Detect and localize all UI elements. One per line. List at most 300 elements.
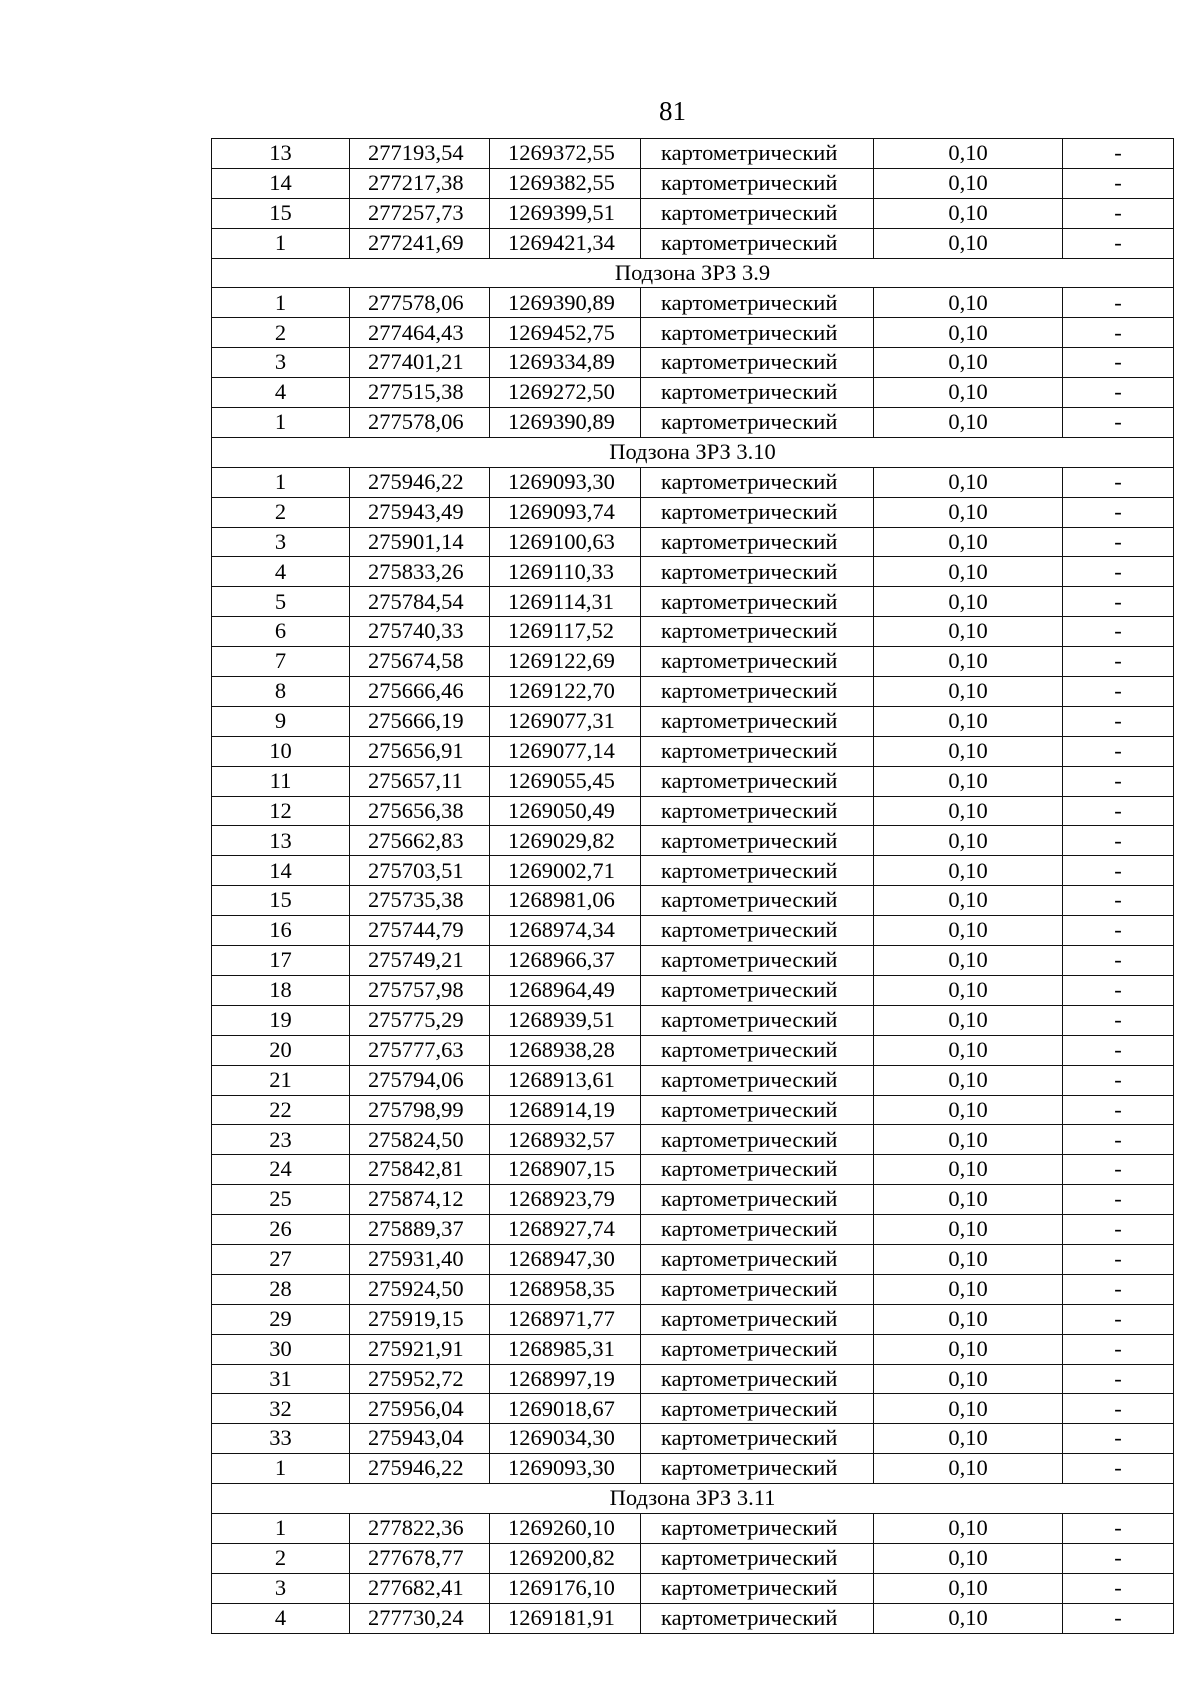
y-coordinate-cell: 1268958,35 xyxy=(490,1274,641,1304)
y-coordinate-cell: 1269272,50 xyxy=(490,378,641,408)
x-coordinate-cell: 277578,06 xyxy=(350,408,490,438)
note-cell: - xyxy=(1063,1364,1174,1394)
x-coordinate-cell: 277515,38 xyxy=(350,378,490,408)
point-number-cell: 11 xyxy=(212,766,350,796)
y-coordinate-cell: 1269334,89 xyxy=(490,348,641,378)
note-cell: - xyxy=(1063,1035,1174,1065)
note-cell: - xyxy=(1063,587,1174,617)
table-row xyxy=(212,1035,1174,1065)
table-row xyxy=(212,527,1174,557)
table-row xyxy=(212,1304,1174,1334)
y-coordinate-cell: 1269200,82 xyxy=(490,1543,641,1573)
point-number-cell: 28 xyxy=(212,1274,350,1304)
point-number-cell: 4 xyxy=(212,557,350,587)
x-coordinate-cell: 275656,91 xyxy=(350,736,490,766)
accuracy-cell: 0,10 xyxy=(874,975,1063,1005)
note-cell: - xyxy=(1063,766,1174,796)
x-coordinate-cell: 275784,54 xyxy=(350,587,490,617)
x-coordinate-cell: 275946,22 xyxy=(350,1454,490,1484)
method-cell: картометрический xyxy=(641,946,874,976)
table-row xyxy=(212,1244,1174,1274)
y-coordinate-cell: 1268997,19 xyxy=(490,1364,641,1394)
accuracy-cell: 0,10 xyxy=(874,1543,1063,1573)
x-coordinate-cell: 277578,06 xyxy=(350,288,490,318)
point-number-cell: 15 xyxy=(212,198,350,228)
note-cell: - xyxy=(1063,647,1174,677)
table-row xyxy=(212,497,1174,527)
section-title: Подзона ЗРЗ 3.9 xyxy=(212,258,1174,288)
y-coordinate-cell: 1268971,77 xyxy=(490,1304,641,1334)
point-number-cell: 5 xyxy=(212,587,350,617)
note-cell: - xyxy=(1063,1125,1174,1155)
point-number-cell: 13 xyxy=(212,139,350,169)
accuracy-cell: 0,10 xyxy=(874,497,1063,527)
note-cell: - xyxy=(1063,1394,1174,1424)
table-row xyxy=(212,1543,1174,1573)
y-coordinate-cell: 1268932,57 xyxy=(490,1125,641,1155)
note-cell: - xyxy=(1063,946,1174,976)
y-coordinate-cell: 1268947,30 xyxy=(490,1244,641,1274)
page-number: 81 xyxy=(659,96,686,126)
accuracy-cell: 0,10 xyxy=(874,1185,1063,1215)
point-number-cell: 20 xyxy=(212,1035,350,1065)
table-row xyxy=(212,1274,1174,1304)
method-cell: картометрический xyxy=(641,975,874,1005)
x-coordinate-cell: 275943,04 xyxy=(350,1424,490,1454)
y-coordinate-cell: 1268966,37 xyxy=(490,946,641,976)
point-number-cell: 29 xyxy=(212,1304,350,1334)
x-coordinate-cell: 275666,19 xyxy=(350,706,490,736)
method-cell: картометрический xyxy=(641,1394,874,1424)
x-coordinate-cell: 277257,73 xyxy=(350,198,490,228)
note-cell: - xyxy=(1063,348,1174,378)
table-row xyxy=(212,856,1174,886)
table-row xyxy=(212,1364,1174,1394)
note-cell: - xyxy=(1063,1603,1174,1633)
y-coordinate-cell: 1269100,63 xyxy=(490,527,641,557)
accuracy-cell: 0,10 xyxy=(874,1364,1063,1394)
accuracy-cell: 0,10 xyxy=(874,1005,1063,1035)
x-coordinate-cell: 277464,43 xyxy=(350,318,490,348)
accuracy-cell: 0,10 xyxy=(874,1334,1063,1364)
method-cell: картометрический xyxy=(641,916,874,946)
y-coordinate-cell: 1269055,45 xyxy=(490,766,641,796)
y-coordinate-cell: 1269372,55 xyxy=(490,139,641,169)
method-cell: картометрический xyxy=(641,168,874,198)
table-row xyxy=(212,348,1174,378)
table-row xyxy=(212,1603,1174,1633)
y-coordinate-cell: 1268981,06 xyxy=(490,886,641,916)
accuracy-cell: 0,10 xyxy=(874,617,1063,647)
section-header-row xyxy=(212,258,1174,288)
note-cell: - xyxy=(1063,826,1174,856)
table-row xyxy=(212,1334,1174,1364)
note-cell: - xyxy=(1063,1215,1174,1245)
point-number-cell: 1 xyxy=(212,228,350,258)
accuracy-cell: 0,10 xyxy=(874,1095,1063,1125)
method-cell: картометрический xyxy=(641,1513,874,1543)
accuracy-cell: 0,10 xyxy=(874,198,1063,228)
method-cell: картометрический xyxy=(641,139,874,169)
y-coordinate-cell: 1268939,51 xyxy=(490,1005,641,1035)
table-row xyxy=(212,378,1174,408)
note-cell: - xyxy=(1063,916,1174,946)
point-number-cell: 31 xyxy=(212,1364,350,1394)
y-coordinate-cell: 1269421,34 xyxy=(490,228,641,258)
method-cell: картометрический xyxy=(641,408,874,438)
accuracy-cell: 0,10 xyxy=(874,1065,1063,1095)
table-row xyxy=(212,168,1174,198)
y-coordinate-cell: 1269122,70 xyxy=(490,677,641,707)
method-cell: картометрический xyxy=(641,1065,874,1095)
x-coordinate-cell: 275703,51 xyxy=(350,856,490,886)
accuracy-cell: 0,10 xyxy=(874,228,1063,258)
accuracy-cell: 0,10 xyxy=(874,288,1063,318)
y-coordinate-cell: 1269452,75 xyxy=(490,318,641,348)
table-row xyxy=(212,1005,1174,1035)
method-cell: картометрический xyxy=(641,1005,874,1035)
table-row xyxy=(212,1394,1174,1424)
y-coordinate-cell: 1269093,74 xyxy=(490,497,641,527)
note-cell: - xyxy=(1063,796,1174,826)
accuracy-cell: 0,10 xyxy=(874,796,1063,826)
note-cell: - xyxy=(1063,1573,1174,1603)
note-cell: - xyxy=(1063,168,1174,198)
y-coordinate-cell: 1268974,34 xyxy=(490,916,641,946)
table-row xyxy=(212,647,1174,677)
point-number-cell: 2 xyxy=(212,1543,350,1573)
method-cell: картометрический xyxy=(641,736,874,766)
point-number-cell: 26 xyxy=(212,1215,350,1245)
method-cell: картометрический xyxy=(641,1304,874,1334)
x-coordinate-cell: 275842,81 xyxy=(350,1155,490,1185)
x-coordinate-cell: 275749,21 xyxy=(350,946,490,976)
x-coordinate-cell: 275943,49 xyxy=(350,497,490,527)
point-number-cell: 14 xyxy=(212,856,350,886)
table-row xyxy=(212,796,1174,826)
accuracy-cell: 0,10 xyxy=(874,1244,1063,1274)
accuracy-cell: 0,10 xyxy=(874,1215,1063,1245)
note-cell: - xyxy=(1063,1244,1174,1274)
point-number-cell: 1 xyxy=(212,408,350,438)
note-cell: - xyxy=(1063,736,1174,766)
table-row xyxy=(212,975,1174,1005)
method-cell: картометрический xyxy=(641,467,874,497)
note-cell: - xyxy=(1063,1513,1174,1543)
x-coordinate-cell: 277401,21 xyxy=(350,348,490,378)
method-cell: картометрический xyxy=(641,886,874,916)
x-coordinate-cell: 277822,36 xyxy=(350,1513,490,1543)
method-cell: картометрический xyxy=(641,706,874,736)
y-coordinate-cell: 1268964,49 xyxy=(490,975,641,1005)
method-cell: картометрический xyxy=(641,766,874,796)
note-cell: - xyxy=(1063,497,1174,527)
x-coordinate-cell: 275931,40 xyxy=(350,1244,490,1274)
table-row xyxy=(212,139,1174,169)
x-coordinate-cell: 275775,29 xyxy=(350,1005,490,1035)
note-cell: - xyxy=(1063,1095,1174,1125)
point-number-cell: 4 xyxy=(212,1603,350,1633)
method-cell: картометрический xyxy=(641,1364,874,1394)
x-coordinate-cell: 275757,98 xyxy=(350,975,490,1005)
method-cell: картометрический xyxy=(641,856,874,886)
method-cell: картометрический xyxy=(641,826,874,856)
point-number-cell: 1 xyxy=(212,288,350,318)
x-coordinate-cell: 275921,91 xyxy=(350,1334,490,1364)
table-row xyxy=(212,706,1174,736)
table-row xyxy=(212,1573,1174,1603)
method-cell: картометрический xyxy=(641,1274,874,1304)
accuracy-cell: 0,10 xyxy=(874,1603,1063,1633)
note-cell: - xyxy=(1063,886,1174,916)
table-row xyxy=(212,467,1174,497)
note-cell: - xyxy=(1063,1304,1174,1334)
note-cell: - xyxy=(1063,467,1174,497)
accuracy-cell: 0,10 xyxy=(874,318,1063,348)
note-cell: - xyxy=(1063,1005,1174,1035)
y-coordinate-cell: 1269382,55 xyxy=(490,168,641,198)
point-number-cell: 22 xyxy=(212,1095,350,1125)
method-cell: картометрический xyxy=(641,1334,874,1364)
method-cell: картометрический xyxy=(641,1035,874,1065)
table-row xyxy=(212,318,1174,348)
accuracy-cell: 0,10 xyxy=(874,408,1063,438)
x-coordinate-cell: 275919,15 xyxy=(350,1304,490,1334)
point-number-cell: 8 xyxy=(212,677,350,707)
table-row xyxy=(212,557,1174,587)
x-coordinate-cell: 275656,38 xyxy=(350,796,490,826)
accuracy-cell: 0,10 xyxy=(874,1155,1063,1185)
x-coordinate-cell: 275657,11 xyxy=(350,766,490,796)
point-number-cell: 13 xyxy=(212,826,350,856)
note-cell: - xyxy=(1063,1065,1174,1095)
point-number-cell: 33 xyxy=(212,1424,350,1454)
note-cell: - xyxy=(1063,198,1174,228)
note-cell: - xyxy=(1063,288,1174,318)
point-number-cell: 2 xyxy=(212,497,350,527)
note-cell: - xyxy=(1063,1543,1174,1573)
method-cell: картометрический xyxy=(641,1603,874,1633)
accuracy-cell: 0,10 xyxy=(874,1125,1063,1155)
y-coordinate-cell: 1269390,89 xyxy=(490,408,641,438)
section-title: Подзона ЗРЗ 3.11 xyxy=(212,1484,1174,1514)
note-cell: - xyxy=(1063,677,1174,707)
coordinates-table-body xyxy=(212,139,1174,1634)
table-row xyxy=(212,1125,1174,1155)
x-coordinate-cell: 275901,14 xyxy=(350,527,490,557)
y-coordinate-cell: 1268985,31 xyxy=(490,1334,641,1364)
y-coordinate-cell: 1268938,28 xyxy=(490,1035,641,1065)
section-title: Подзона ЗРЗ 3.10 xyxy=(212,437,1174,467)
method-cell: картометрический xyxy=(641,617,874,647)
table-row xyxy=(212,288,1174,318)
method-cell: картометрический xyxy=(641,796,874,826)
x-coordinate-cell: 275824,50 xyxy=(350,1125,490,1155)
note-cell: - xyxy=(1063,856,1174,886)
table-row xyxy=(212,1424,1174,1454)
table-row xyxy=(212,198,1174,228)
table-row xyxy=(212,886,1174,916)
table-row xyxy=(212,736,1174,766)
point-number-cell: 7 xyxy=(212,647,350,677)
method-cell: картометрический xyxy=(641,677,874,707)
point-number-cell: 4 xyxy=(212,378,350,408)
point-number-cell: 10 xyxy=(212,736,350,766)
accuracy-cell: 0,10 xyxy=(874,736,1063,766)
y-coordinate-cell: 1268927,74 xyxy=(490,1215,641,1245)
x-coordinate-cell: 275952,72 xyxy=(350,1364,490,1394)
table-row xyxy=(212,1185,1174,1215)
accuracy-cell: 0,10 xyxy=(874,587,1063,617)
accuracy-cell: 0,10 xyxy=(874,139,1063,169)
method-cell: картометрический xyxy=(641,1185,874,1215)
point-number-cell: 19 xyxy=(212,1005,350,1035)
accuracy-cell: 0,10 xyxy=(874,826,1063,856)
y-coordinate-cell: 1269029,82 xyxy=(490,826,641,856)
table-row xyxy=(212,1513,1174,1543)
note-cell: - xyxy=(1063,617,1174,647)
point-number-cell: 1 xyxy=(212,1454,350,1484)
note-cell: - xyxy=(1063,1155,1174,1185)
y-coordinate-cell: 1268907,15 xyxy=(490,1155,641,1185)
x-coordinate-cell: 277241,69 xyxy=(350,228,490,258)
method-cell: картометрический xyxy=(641,1424,874,1454)
point-number-cell: 14 xyxy=(212,168,350,198)
accuracy-cell: 0,10 xyxy=(874,378,1063,408)
accuracy-cell: 0,10 xyxy=(874,1454,1063,1484)
y-coordinate-cell: 1269181,91 xyxy=(490,1603,641,1633)
point-number-cell: 3 xyxy=(212,527,350,557)
y-coordinate-cell: 1269117,52 xyxy=(490,617,641,647)
method-cell: картометрический xyxy=(641,527,874,557)
x-coordinate-cell: 277217,38 xyxy=(350,168,490,198)
y-coordinate-cell: 1269077,31 xyxy=(490,706,641,736)
table-row xyxy=(212,228,1174,258)
point-number-cell: 3 xyxy=(212,1573,350,1603)
y-coordinate-cell: 1269114,31 xyxy=(490,587,641,617)
method-cell: картометрический xyxy=(641,288,874,318)
note-cell: - xyxy=(1063,527,1174,557)
y-coordinate-cell: 1269390,89 xyxy=(490,288,641,318)
accuracy-cell: 0,10 xyxy=(874,1513,1063,1543)
accuracy-cell: 0,10 xyxy=(874,467,1063,497)
accuracy-cell: 0,10 xyxy=(874,677,1063,707)
point-number-cell: 24 xyxy=(212,1155,350,1185)
accuracy-cell: 0,10 xyxy=(874,647,1063,677)
point-number-cell: 6 xyxy=(212,617,350,647)
y-coordinate-cell: 1269399,51 xyxy=(490,198,641,228)
note-cell: - xyxy=(1063,139,1174,169)
x-coordinate-cell: 277193,54 xyxy=(350,139,490,169)
point-number-cell: 30 xyxy=(212,1334,350,1364)
y-coordinate-cell: 1269093,30 xyxy=(490,1454,641,1484)
table-row xyxy=(212,408,1174,438)
accuracy-cell: 0,10 xyxy=(874,527,1063,557)
note-cell: - xyxy=(1063,557,1174,587)
table-row xyxy=(212,617,1174,647)
table-row xyxy=(212,916,1174,946)
y-coordinate-cell: 1269093,30 xyxy=(490,467,641,497)
method-cell: картометрический xyxy=(641,1125,874,1155)
method-cell: картометрический xyxy=(641,587,874,617)
y-coordinate-cell: 1268914,19 xyxy=(490,1095,641,1125)
note-cell: - xyxy=(1063,706,1174,736)
x-coordinate-cell: 275735,38 xyxy=(350,886,490,916)
table-row xyxy=(212,766,1174,796)
point-number-cell: 25 xyxy=(212,1185,350,1215)
table-row xyxy=(212,1454,1174,1484)
accuracy-cell: 0,10 xyxy=(874,886,1063,916)
coordinates-table xyxy=(211,138,1174,1634)
accuracy-cell: 0,10 xyxy=(874,348,1063,378)
accuracy-cell: 0,10 xyxy=(874,946,1063,976)
point-number-cell: 12 xyxy=(212,796,350,826)
method-cell: картометрический xyxy=(641,557,874,587)
accuracy-cell: 0,10 xyxy=(874,1304,1063,1334)
accuracy-cell: 0,10 xyxy=(874,1394,1063,1424)
method-cell: картометрический xyxy=(641,198,874,228)
method-cell: картометрический xyxy=(641,1573,874,1603)
point-number-cell: 17 xyxy=(212,946,350,976)
table-row xyxy=(212,1095,1174,1125)
y-coordinate-cell: 1269110,33 xyxy=(490,557,641,587)
y-coordinate-cell: 1269050,49 xyxy=(490,796,641,826)
accuracy-cell: 0,10 xyxy=(874,1573,1063,1603)
point-number-cell: 16 xyxy=(212,916,350,946)
y-coordinate-cell: 1269176,10 xyxy=(490,1573,641,1603)
y-coordinate-cell: 1269002,71 xyxy=(490,856,641,886)
point-number-cell: 18 xyxy=(212,975,350,1005)
method-cell: картометрический xyxy=(641,1454,874,1484)
point-number-cell: 15 xyxy=(212,886,350,916)
accuracy-cell: 0,10 xyxy=(874,168,1063,198)
y-coordinate-cell: 1269077,14 xyxy=(490,736,641,766)
accuracy-cell: 0,10 xyxy=(874,557,1063,587)
note-cell: - xyxy=(1063,1185,1174,1215)
x-coordinate-cell: 277730,24 xyxy=(350,1603,490,1633)
method-cell: картометрический xyxy=(641,497,874,527)
table-row xyxy=(212,826,1174,856)
x-coordinate-cell: 275924,50 xyxy=(350,1274,490,1304)
note-cell: - xyxy=(1063,228,1174,258)
point-number-cell: 9 xyxy=(212,706,350,736)
x-coordinate-cell: 275956,04 xyxy=(350,1394,490,1424)
note-cell: - xyxy=(1063,975,1174,1005)
y-coordinate-cell: 1269018,67 xyxy=(490,1394,641,1424)
x-coordinate-cell: 275833,26 xyxy=(350,557,490,587)
method-cell: картометрический xyxy=(641,228,874,258)
note-cell: - xyxy=(1063,1334,1174,1364)
point-number-cell: 27 xyxy=(212,1244,350,1274)
point-number-cell: 2 xyxy=(212,318,350,348)
note-cell: - xyxy=(1063,378,1174,408)
point-number-cell: 3 xyxy=(212,348,350,378)
method-cell: картометрический xyxy=(641,1215,874,1245)
x-coordinate-cell: 275946,22 xyxy=(350,467,490,497)
note-cell: - xyxy=(1063,1424,1174,1454)
y-coordinate-cell: 1269122,69 xyxy=(490,647,641,677)
x-coordinate-cell: 275674,58 xyxy=(350,647,490,677)
accuracy-cell: 0,10 xyxy=(874,706,1063,736)
table-row xyxy=(212,587,1174,617)
x-coordinate-cell: 275798,99 xyxy=(350,1095,490,1125)
method-cell: картометрический xyxy=(641,318,874,348)
note-cell: - xyxy=(1063,408,1174,438)
method-cell: картометрический xyxy=(641,647,874,677)
note-cell: - xyxy=(1063,1454,1174,1484)
x-coordinate-cell: 275874,12 xyxy=(350,1185,490,1215)
x-coordinate-cell: 275744,79 xyxy=(350,916,490,946)
